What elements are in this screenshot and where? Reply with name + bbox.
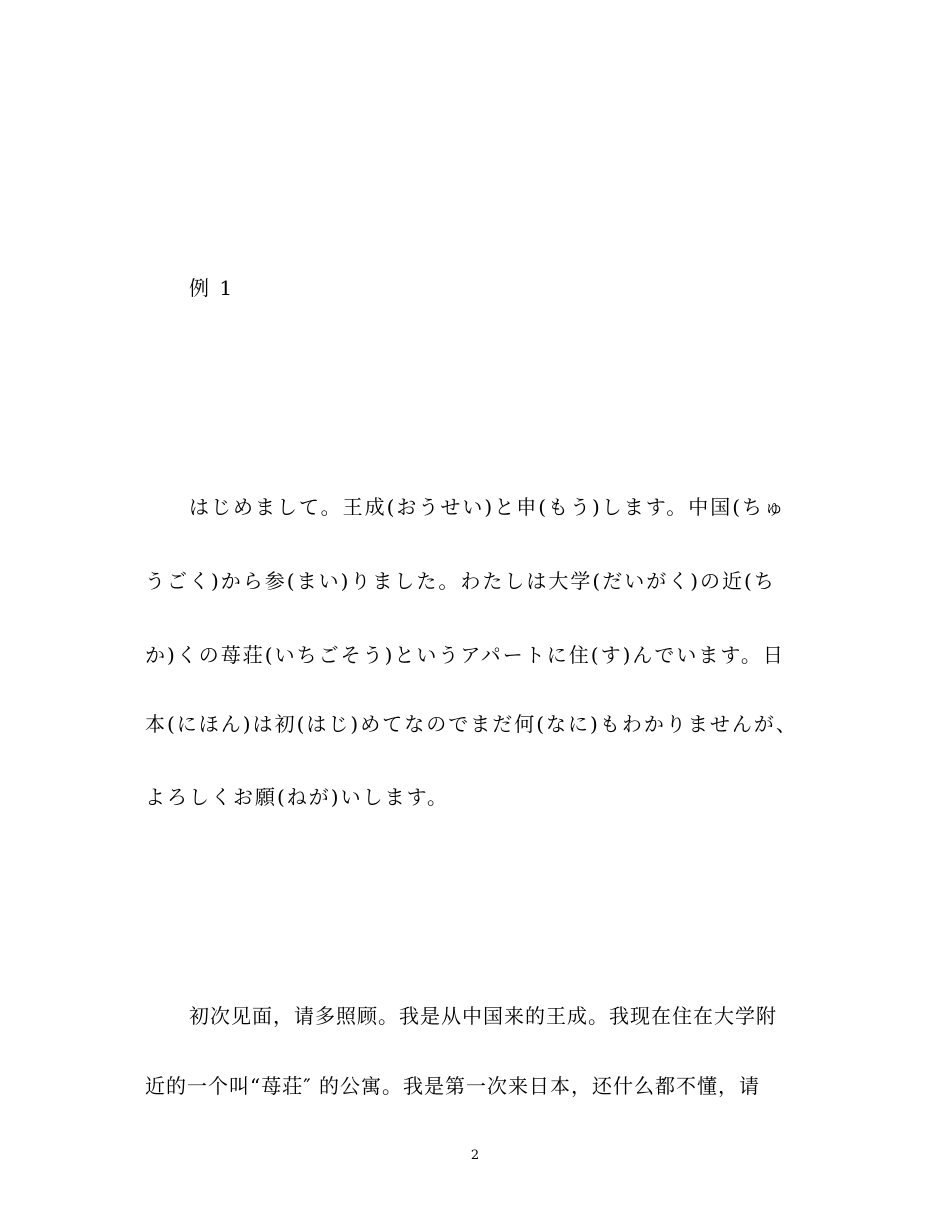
japanese-line-5: よろしくお願(ねが)いします。 (145, 785, 450, 809)
japanese-line-4: 本(にほん)は初(はじ)めてなのでまだ何(なに)もわかりませんが、 (145, 712, 798, 736)
page-number: 2 (470, 1148, 480, 1163)
chinese-line-1: 初次见面，请多照顾。我是从中国来的王成。我现在住在大学附 (189, 1004, 777, 1028)
example-heading: 例 1 (189, 276, 235, 300)
japanese-line-2: うごく)から参(まい)りました。わたしは大学(だいがく)の近(ち (145, 569, 776, 593)
japanese-line-3: か)くの苺荘(いちごそう)というアパートに住(す)んでいます。日 (145, 643, 785, 667)
japanese-line-1: はじめまして。王成(おうせい)と申(もう)します。中国(ちゅ (189, 495, 787, 519)
chinese-line-2: 近的一个叫“苺荘″ 的公寓。我是第一次来日本，还什么都不懂，请 (145, 1074, 761, 1098)
